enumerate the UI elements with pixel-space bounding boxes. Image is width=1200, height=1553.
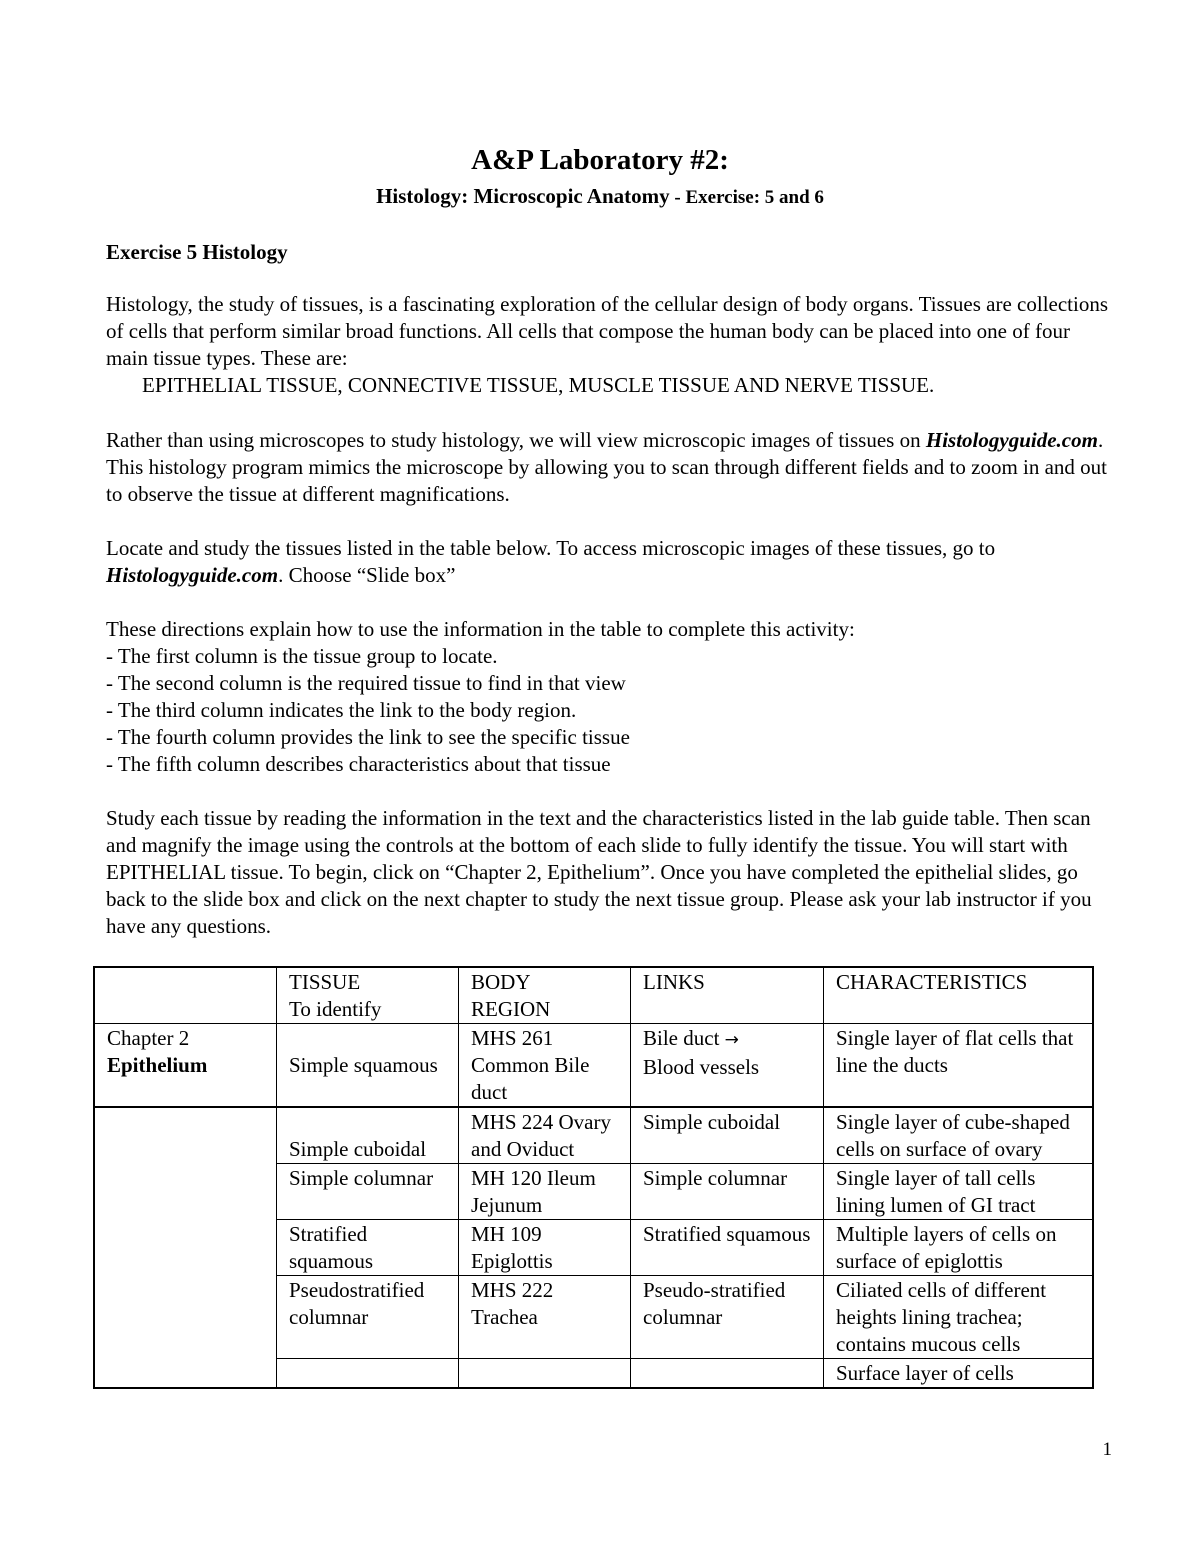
para2-before: Rather than using microscopes to study histology, we will view microscopic images of tissues on	[106, 428, 926, 452]
cell-region: MHS 261 Common Bile duct	[459, 1024, 631, 1108]
cell-region: MH 120 Ileum Jejunum	[459, 1164, 631, 1220]
header-characteristics: CHARACTERISTICS	[824, 967, 1094, 1024]
cell-link[interactable]: Simple cuboidal	[631, 1107, 824, 1164]
cell-tissue: Pseudostratified columnar	[277, 1276, 459, 1359]
table-row	[94, 1107, 1093, 1164]
page-number: 1	[1102, 1439, 1112, 1460]
intro-paragraph	[106, 291, 1116, 399]
header-tissue: TISSUE To identify	[277, 967, 459, 1024]
cell-characteristics: Single layer of cube-shaped cells on surface of ovary	[824, 1107, 1094, 1164]
para2-after: . This histology program mimics the microscope by allowing you to scan through different fields and to zoom in and out to observe the tissue at different magnifications.	[106, 428, 1108, 506]
cell-characteristics: Surface layer of cells	[824, 1359, 1094, 1389]
cell-link[interactable]: Bile duct → Blood vessels	[631, 1024, 824, 1108]
cell-group	[94, 1024, 277, 1108]
tissue-table	[93, 966, 1094, 1389]
table-header-row	[94, 967, 1093, 1024]
cell-tissue: Simple squamous	[277, 1024, 459, 1108]
histologyguide-paragraph	[106, 427, 1116, 508]
histologyguide-link-2[interactable]: Histologyguide.com	[106, 563, 279, 587]
cell-region: MHS 222 Trachea	[459, 1276, 631, 1359]
subtitle-main: Histology: Microscopic Anatomy	[376, 184, 670, 208]
direction-item: - The first column is the tissue group to locate.	[106, 644, 498, 668]
group-label: Epithelium	[107, 1053, 208, 1077]
cell-characteristics: Multiple layers of cells on surface of epiglottis	[824, 1220, 1094, 1276]
cell-characteristics: Ciliated cells of different heights lining trachea; contains mucous cells	[824, 1276, 1094, 1359]
direction-item: - The second column is the required tissue to find in that view	[106, 671, 626, 695]
cell-tissue: Stratified squamous	[277, 1220, 459, 1276]
para3-before: Locate and study the tissues listed in the table below. To access microscopic images of these tissues, go to	[106, 536, 996, 560]
section-heading: Exercise 5 Histology	[106, 240, 288, 264]
cell-link[interactable]	[631, 1359, 824, 1389]
directions-paragraph	[106, 616, 1116, 778]
header-group	[94, 967, 277, 1024]
directions-intro: These directions explain how to use the information in the table to complete this activity:	[106, 617, 855, 641]
cell-region: MH 109 Epiglottis	[459, 1220, 631, 1276]
right-arrow-icon: →	[724, 1030, 739, 1050]
cell-region: MHS 224 Ovary and Oviduct	[459, 1107, 631, 1164]
cell-link[interactable]: Pseudo-stratified columnar	[631, 1276, 824, 1359]
para3-after: . Choose “Slide box”	[278, 563, 456, 587]
page-subtitle	[0, 182, 1200, 212]
cell-characteristics: Single layer of tall cells lining lumen of GI tract	[824, 1164, 1094, 1220]
cell-link[interactable]: Simple columnar	[631, 1164, 824, 1220]
histologyguide-link[interactable]: Histologyguide.com	[925, 428, 1098, 452]
cell-tissue: Simple columnar	[277, 1164, 459, 1220]
study-paragraph: Study each tissue by reading the information in the text and the characteristics listed in the lab guide table. Then scan and magnify the image using the controls at the bottom of each slide to fully identify the tissue. You will start with EPITHELIAL tissue. To begin, click on “Chapter 2, Epithelium”. Once you have completed the epithelial slides, go back to the slide box and click on the next chapter to study the next tissue group. Please ask your lab instructor if you have any questions.	[106, 806, 1092, 938]
cell-tissue: Simple cuboidal	[277, 1107, 459, 1164]
table-row	[94, 1024, 1093, 1108]
page-title: A&P Laboratory #2:	[471, 144, 729, 176]
cell-link[interactable]: Stratified squamous	[631, 1220, 824, 1276]
cell-group	[94, 1107, 277, 1388]
tissue-types-line: EPITHELIAL TISSUE, CONNECTIVE TISSUE, MUSCLE TISSUE AND NERVE TISSUE.	[142, 373, 935, 397]
header-body-region: BODY REGION	[459, 967, 631, 1024]
cell-characteristics: Single layer of flat cells that line the ducts	[824, 1024, 1094, 1108]
intro-text: Histology, the study of tissues, is a fascinating exploration of the cellular design of body organs. Tissues are collections of cells that perform similar broad functions. All cells that compose the human body can be placed into one of four main tissue types. These are:	[106, 292, 1109, 370]
direction-item: - The fifth column describes characteristics about that tissue	[106, 752, 611, 776]
cell-tissue	[277, 1359, 459, 1389]
locate-paragraph	[106, 535, 1116, 589]
chapter-label: Chapter 2	[107, 1026, 190, 1050]
cell-region	[459, 1359, 631, 1389]
direction-item: - The fourth column provides the link to see the specific tissue	[106, 725, 630, 749]
direction-item: - The third column indicates the link to the body region.	[106, 698, 577, 722]
header-links: LINKS	[631, 967, 824, 1024]
subtitle-suffix: - Exercise: 5 and 6	[669, 187, 824, 208]
